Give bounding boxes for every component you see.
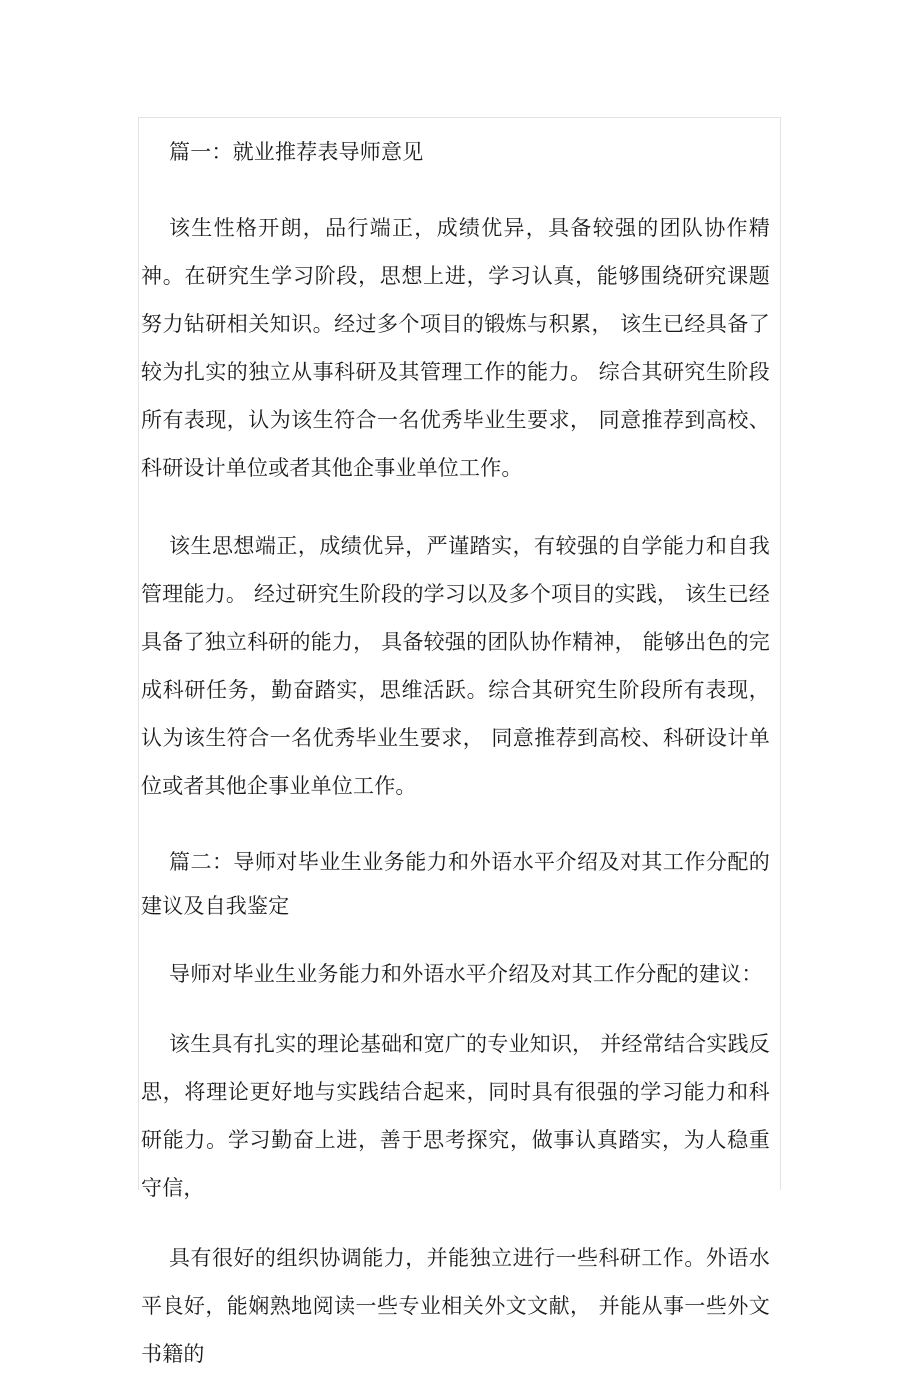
section-heading-pian-yi: 篇一：就业推荐表导师意见 [169, 140, 424, 164]
document-text-body [139, 118, 782, 1378]
paragraph-organization-and-foreign-language: 具有很好的组织协调能力，并能独立进行一些科研工作。外语水平良好，能娴熟地阅读一些专业相关外文文献， 并能从事一些外文书籍的 [141, 1246, 770, 1366]
document-content-frame [138, 117, 781, 1366]
paragraph-professional-ability: 该生具有扎实的理论基础和宽广的专业知识， 并经常结合实践反思，将理论更好地与实践结合起来，同时具有很强的学习能力和科研能力。学习勤奋上进，善于思考探究，做事认真踏实，为人稳重守信， [141, 1032, 770, 1200]
paragraph-advisor-opinion-2: 该生思想端正，成绩优异，严谨踏实，有较强的自学能力和自我管理能力。 经过研究生阶段的学习以及多个项目的实践， 该生已经具备了独立科研的能力， 具备较强的团队协作精神， 能够出色的完成科研任务，勤奋踏实，思维活跃。综合其研究生阶段所有表现，认为该生符合一名优秀毕业生要求， 同意推荐到高校、科研设计单位或者其他企事业单位工作。 [141, 534, 770, 798]
paragraph-advisor-opinion-1: 该生性格开朗，品行端正，成绩优异，具备较强的团队协作精神。在研究生学习阶段，思想上进，学习认真，能够围绕研究课题努力钻研相关知识。经过多个项目的锻炼与积累， 该生已经具备了较为扎实的独立从事科研及其管理工作的能力。 综合其研究生阶段所有表现，认为该生符合一名优秀毕业生要求， 同意推荐到高校、科研设计单位或者其他企事业单位工作。 [141, 216, 770, 480]
section-heading-pian-er: 篇二：导师对毕业生业务能力和外语水平介绍及对其工作分配的建议及自我鉴定 [141, 850, 770, 918]
paragraph-advisor-suggestion-intro: 导师对毕业生业务能力和外语水平介绍及对其工作分配的建议： [169, 962, 763, 986]
